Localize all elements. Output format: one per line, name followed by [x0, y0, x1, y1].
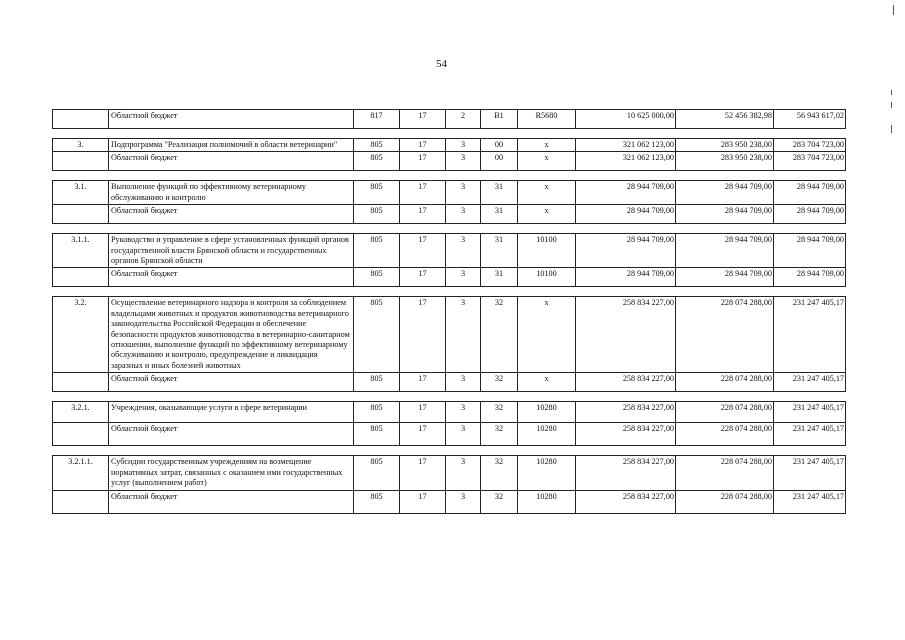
cell-amount-year2: 28 944 709,00: [676, 205, 774, 224]
item-row: [53, 402, 846, 423]
cell-program: 17: [400, 268, 446, 287]
spacer-cell: [53, 224, 846, 234]
cell-program: 17: [400, 205, 446, 224]
cell-number: [53, 152, 109, 171]
cell-amount-year1: 28 944 709,00: [576, 181, 676, 205]
cell-main-event: 00: [481, 152, 518, 171]
cell-grbs: 805: [354, 490, 400, 513]
table-body: [53, 110, 846, 514]
item-row: [53, 456, 846, 490]
cell-program: 17: [400, 402, 446, 423]
cell-amount-year2: 228 074 288,00: [676, 373, 774, 392]
cell-grbs: 805: [354, 139, 400, 152]
cell-amount-year2: 52 456 382,98: [676, 110, 774, 129]
item-row: [53, 139, 846, 152]
cell-amount-year2: 228 074 288,00: [676, 490, 774, 513]
cell-main-event: 31: [481, 268, 518, 287]
cell-subprogram: 3: [446, 490, 481, 513]
cell-grbs: 805: [354, 423, 400, 446]
table-spacer-row: [53, 129, 846, 139]
scan-mark: [891, 90, 892, 95]
cell-grbs: 805: [354, 152, 400, 171]
cell-main-event: 31: [481, 234, 518, 268]
cell-program: 17: [400, 423, 446, 446]
cell-number: [53, 110, 109, 129]
scan-mark: [891, 102, 892, 108]
cell-description: Областной бюджет: [109, 490, 354, 513]
cell-direction: х: [518, 205, 576, 224]
cell-program: 17: [400, 373, 446, 392]
cell-amount-year2: 283 950 238,00: [676, 139, 774, 152]
cell-amount-year2: 28 944 709,00: [676, 181, 774, 205]
cell-number: 3.1.: [53, 181, 109, 205]
cell-amount-year1: 321 062 123,00: [576, 139, 676, 152]
cell-amount-year1: 258 834 227,00: [576, 402, 676, 423]
cell-number: [53, 205, 109, 224]
scan-mark: [893, 5, 894, 15]
cell-number: 3.2.1.: [53, 402, 109, 423]
cell-amount-year1: 258 834 227,00: [576, 373, 676, 392]
cell-amount-year3: 231 247 405,17: [774, 423, 846, 446]
spacer-cell: [53, 129, 846, 139]
cell-amount-year2: 228 074 288,00: [676, 297, 774, 373]
cell-direction: 10280: [518, 490, 576, 513]
cell-description: Руководство и управление в сфере установленных функций органов государственной власти Брянской области и государственных органов Брянской области: [109, 234, 354, 268]
cell-amount-year2: 28 944 709,00: [676, 234, 774, 268]
cell-program: 17: [400, 456, 446, 490]
cell-program: 17: [400, 234, 446, 268]
spacer-cell: [53, 392, 846, 402]
table-spacer-row: [53, 446, 846, 456]
cell-description: Учреждения, оказывающие услуги в сфере ветеринарии: [109, 402, 354, 423]
budget-row: [53, 110, 846, 129]
cell-grbs: 805: [354, 205, 400, 224]
cell-description: Субсидии государственным учреждениям на возмещение нормативных затрат, связанных с оказанием ими государственных услуг (выполнением работ): [109, 456, 354, 490]
cell-subprogram: 3: [446, 234, 481, 268]
cell-main-event: 32: [481, 423, 518, 446]
cell-description: Выполнение функций по эффективному ветеринарному обслуживанию и контролю: [109, 181, 354, 205]
cell-amount-year2: 28 944 709,00: [676, 268, 774, 287]
cell-subprogram: 3: [446, 152, 481, 171]
budget-row: [53, 423, 846, 446]
cell-number: 3.2.: [53, 297, 109, 373]
cell-main-event: 32: [481, 490, 518, 513]
budget-row: [53, 152, 846, 171]
budget-row: [53, 490, 846, 513]
cell-direction: х: [518, 297, 576, 373]
cell-amount-year1: 28 944 709,00: [576, 234, 676, 268]
cell-direction: х: [518, 139, 576, 152]
cell-grbs: 805: [354, 373, 400, 392]
cell-grbs: 805: [354, 268, 400, 287]
cell-main-event: 31: [481, 205, 518, 224]
cell-subprogram: 2: [446, 110, 481, 129]
cell-main-event: 31: [481, 181, 518, 205]
cell-direction: х: [518, 373, 576, 392]
cell-grbs: 805: [354, 234, 400, 268]
budget-row: [53, 268, 846, 287]
cell-main-event: 32: [481, 297, 518, 373]
cell-program: 17: [400, 110, 446, 129]
cell-program: 17: [400, 152, 446, 171]
cell-number: [53, 373, 109, 392]
cell-amount-year2: 228 074 288,00: [676, 402, 774, 423]
cell-program: 17: [400, 297, 446, 373]
cell-amount-year1: 258 834 227,00: [576, 490, 676, 513]
item-row: [53, 181, 846, 205]
spacer-cell: [53, 287, 846, 297]
cell-amount-year3: 231 247 405,17: [774, 490, 846, 513]
cell-number: 3.2.1.1.: [53, 456, 109, 490]
cell-description: Осуществление ветеринарного надзора и контроля за соблюдением владельцами животных и продуктов животноводства ветеринарного законодательства Российской Федерации и обеспечение безопасности продуктов животноводства в ветеринарно-санитарном отношении, выполнение функций по эффективному ветеринарному обслуживанию и контролю, предупреждение и ликвидация заразных и иных болезней животных: [109, 297, 354, 373]
table-spacer-row: [53, 171, 846, 181]
cell-amount-year3: 28 944 709,00: [774, 234, 846, 268]
cell-grbs: 805: [354, 456, 400, 490]
cell-amount-year3: 231 247 405,17: [774, 402, 846, 423]
cell-subprogram: 3: [446, 205, 481, 224]
cell-main-event: 32: [481, 402, 518, 423]
cell-amount-year1: 28 944 709,00: [576, 205, 676, 224]
spacer-cell: [53, 446, 846, 456]
budget-row: [53, 373, 846, 392]
cell-amount-year3: 231 247 405,17: [774, 456, 846, 490]
cell-description: Областной бюджет: [109, 373, 354, 392]
cell-number: [53, 423, 109, 446]
cell-subprogram: 3: [446, 297, 481, 373]
cell-amount-year3: 283 704 723,00: [774, 152, 846, 171]
cell-description: Областной бюджет: [109, 423, 354, 446]
scan-mark: [891, 125, 892, 133]
cell-main-event: 32: [481, 456, 518, 490]
cell-amount-year3: 28 944 709,00: [774, 205, 846, 224]
cell-description: Областной бюджет: [109, 152, 354, 171]
cell-main-event: 00: [481, 139, 518, 152]
page-number: 54: [436, 58, 447, 70]
cell-description: Подпрограмма "Реализация полномочий в области ветеринарии": [109, 139, 354, 152]
cell-direction: 10280: [518, 456, 576, 490]
cell-grbs: 805: [354, 181, 400, 205]
cell-amount-year3: 231 247 405,17: [774, 297, 846, 373]
item-row: [53, 234, 846, 268]
cell-program: 17: [400, 139, 446, 152]
cell-direction: х: [518, 181, 576, 205]
cell-description: Областной бюджет: [109, 268, 354, 287]
item-row: [53, 297, 846, 373]
cell-amount-year1: 10 625 000,00: [576, 110, 676, 129]
cell-number: 3.: [53, 139, 109, 152]
budget-row: [53, 205, 846, 224]
cell-amount-year2: 228 074 288,00: [676, 423, 774, 446]
budget-table: [52, 109, 846, 514]
cell-amount-year1: 258 834 227,00: [576, 456, 676, 490]
cell-main-event: В1: [481, 110, 518, 129]
cell-number: [53, 490, 109, 513]
cell-direction: 10280: [518, 402, 576, 423]
cell-grbs: 805: [354, 402, 400, 423]
cell-subprogram: 3: [446, 402, 481, 423]
cell-grbs: 805: [354, 297, 400, 373]
cell-subprogram: 3: [446, 373, 481, 392]
cell-direction: 10280: [518, 423, 576, 446]
cell-direction: х: [518, 152, 576, 171]
cell-amount-year3: 56 943 617,02: [774, 110, 846, 129]
cell-amount-year3: 283 704 723,00: [774, 139, 846, 152]
cell-subprogram: 3: [446, 181, 481, 205]
cell-direction: R5680: [518, 110, 576, 129]
cell-description: Областной бюджет: [109, 205, 354, 224]
cell-amount-year3: 231 247 405,17: [774, 373, 846, 392]
table-spacer-row: [53, 287, 846, 297]
cell-amount-year1: 321 062 123,00: [576, 152, 676, 171]
cell-grbs: 817: [354, 110, 400, 129]
cell-direction: 10100: [518, 234, 576, 268]
table-spacer-row: [53, 224, 846, 234]
table-spacer-row: [53, 392, 846, 402]
cell-subprogram: 3: [446, 456, 481, 490]
cell-subprogram: 3: [446, 423, 481, 446]
spacer-cell: [53, 171, 846, 181]
cell-amount-year1: 28 944 709,00: [576, 268, 676, 287]
cell-subprogram: 3: [446, 139, 481, 152]
cell-direction: 10100: [518, 268, 576, 287]
cell-main-event: 32: [481, 373, 518, 392]
cell-amount-year2: 228 074 288,00: [676, 456, 774, 490]
cell-program: 17: [400, 490, 446, 513]
cell-amount-year1: 258 834 227,00: [576, 297, 676, 373]
cell-amount-year1: 258 834 227,00: [576, 423, 676, 446]
cell-number: 3.1.1.: [53, 234, 109, 268]
cell-amount-year3: 28 944 709,00: [774, 181, 846, 205]
cell-number: [53, 268, 109, 287]
cell-description: Областной бюджет: [109, 110, 354, 129]
cell-amount-year2: 283 950 238,00: [676, 152, 774, 171]
cell-amount-year3: 28 944 709,00: [774, 268, 846, 287]
cell-program: 17: [400, 181, 446, 205]
cell-subprogram: 3: [446, 268, 481, 287]
